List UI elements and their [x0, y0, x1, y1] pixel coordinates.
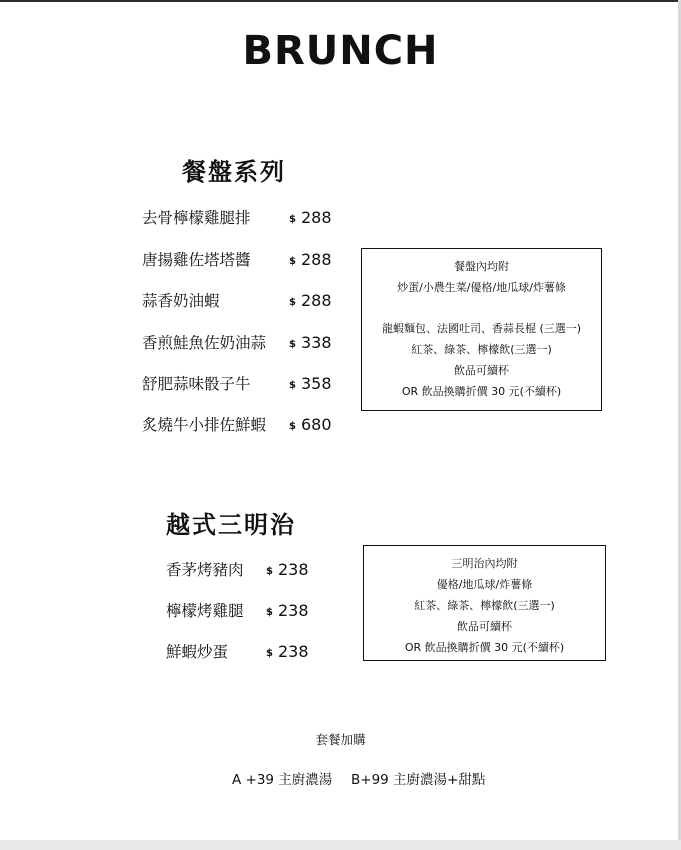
item-name: 鮮蝦炒蛋: [166, 643, 229, 661]
currency-sign: $: [289, 339, 296, 350]
item-price: [289, 206, 332, 232]
price-value: 358: [300, 374, 332, 393]
box-line: OR 飲品換購折價 30 元(不續杯): [401, 385, 562, 398]
currency-sign: $: [266, 648, 273, 659]
page-top-edge: [0, 0, 681, 2]
addon-option-a: A +39 主廚濃湯: [232, 772, 333, 788]
item-name: 香茅烤豬肉: [166, 561, 244, 579]
box-line: 龍蝦麵包、法國吐司、香蒜長棍 (三選一): [381, 322, 582, 335]
price-value: 288: [300, 208, 332, 227]
item-name: 舒肥蒜味骰子牛: [142, 375, 251, 393]
currency-sign: $: [289, 256, 296, 267]
item-price: [266, 558, 309, 584]
box-line: 飲品可續杯: [457, 620, 512, 633]
addon-title: 套餐加購: [315, 732, 366, 747]
box-line: 餐盤內均附: [454, 260, 509, 273]
currency-sign: $: [289, 421, 296, 432]
item-name: 去骨檸檬雞腿排: [142, 209, 251, 227]
box-line: 炒蛋/小農生菜/優格/地瓜球/炸薯條: [397, 281, 566, 294]
item-name: 香煎鮭魚佐奶油蒜: [142, 334, 267, 352]
item-price: [289, 248, 332, 274]
currency-sign: $: [266, 607, 273, 618]
sandwiches-includes-box: [363, 545, 606, 661]
currency-sign: $: [289, 297, 296, 308]
sandwiches-heading: 越式三明治: [166, 511, 296, 539]
item-name: 唐揚雞佐塔塔醬: [142, 251, 251, 269]
currency-sign: $: [266, 566, 273, 577]
box-line: 三明治內均附: [451, 557, 518, 570]
price-value: 338: [300, 333, 332, 352]
item-name: 檸檬烤雞腿: [166, 602, 244, 620]
box-line: 紅茶、綠茶、檸檬飲(三選一): [411, 343, 552, 356]
menu-title: BRUNCH: [242, 28, 439, 74]
box-line: 優格/地瓜球/炸薯條: [436, 578, 533, 591]
price-value: 288: [300, 250, 332, 269]
price-value: 238: [277, 560, 309, 579]
item-price: [266, 640, 309, 666]
box-line: 飲品可續杯: [454, 364, 509, 377]
currency-sign: $: [289, 214, 296, 225]
price-value: 288: [300, 291, 332, 310]
box-line: 紅茶、綠茶、檸檬飲(三選一): [414, 599, 555, 612]
item-price: [266, 599, 309, 625]
page-bottom-edge: [0, 840, 681, 850]
box-line: OR 飲品換購折價 30 元(不續杯): [404, 641, 565, 654]
item-price: [289, 289, 332, 315]
item-price: [289, 413, 332, 439]
price-value: 680: [300, 415, 332, 434]
price-value: 238: [277, 601, 309, 620]
price-value: 238: [277, 642, 309, 661]
item-name: 蒜香奶油蝦: [142, 292, 220, 310]
item-name: 炙燒牛小排佐鮮蝦: [142, 416, 267, 434]
currency-sign: $: [289, 380, 296, 391]
item-price: [289, 331, 332, 357]
platters-includes-box: [361, 248, 602, 411]
item-price: [289, 372, 332, 398]
platters-heading: 餐盤系列: [182, 158, 286, 186]
addon-option-b: B+99 主廚濃湯+甜點: [351, 772, 486, 788]
